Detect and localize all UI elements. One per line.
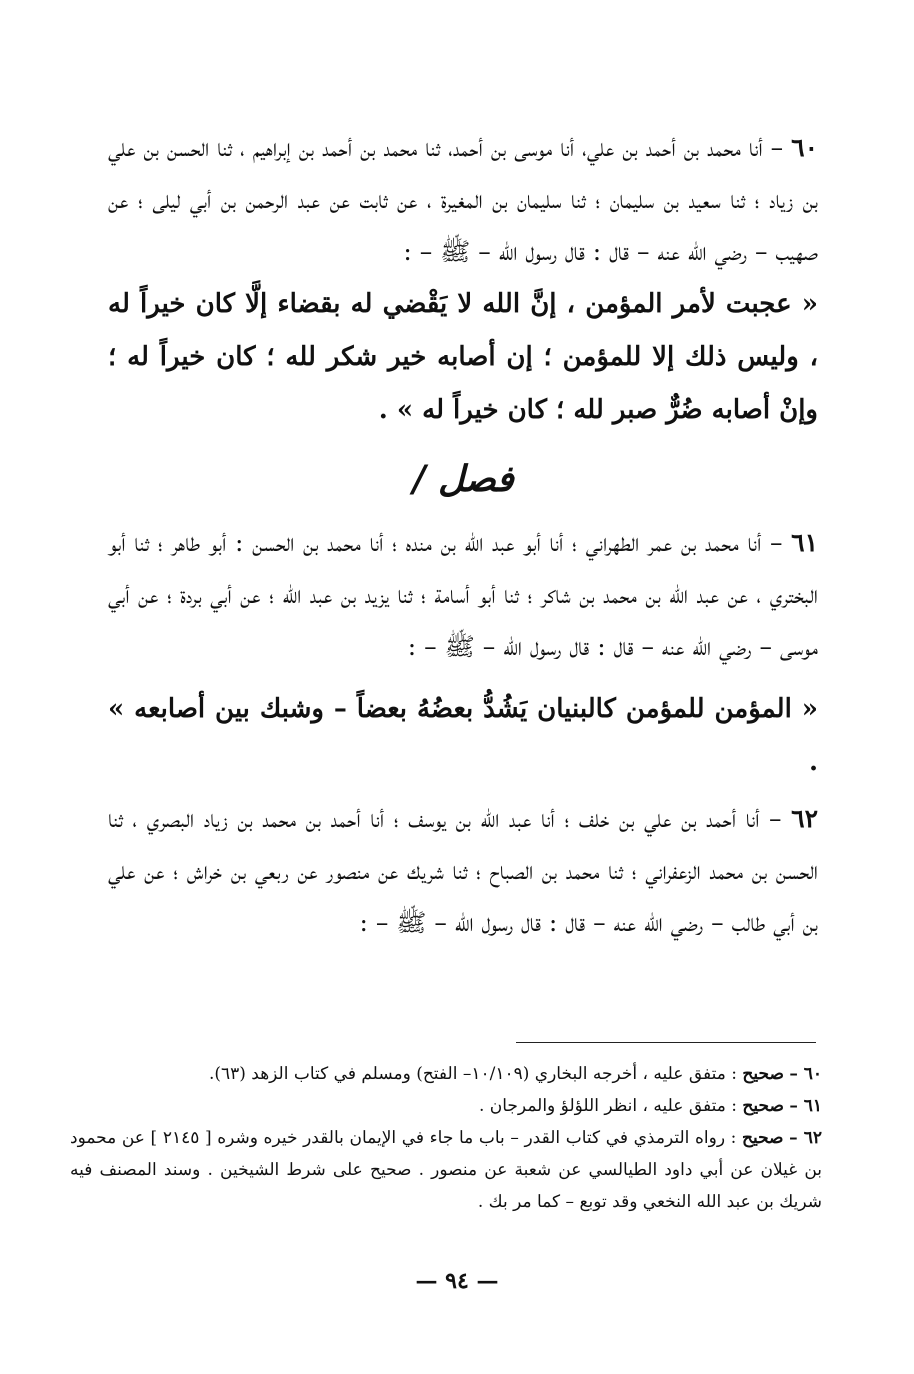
footnotes bbox=[70, 1058, 822, 1218]
hadith-62-isnad bbox=[108, 793, 818, 949]
hadith-61-number: ٦١ bbox=[791, 528, 819, 557]
footnote-62-number: ٦٢ – bbox=[789, 1128, 822, 1148]
footnote-62 bbox=[70, 1122, 822, 1218]
hadith-62-number: ٦٢ bbox=[791, 804, 819, 833]
hadith-60-matn: « عجبت لأمر المؤمن ، إنَّ الله لا يَقْضي له بقضاء إلَّا كان خيراً له ، وليس ذلك إلا للمؤمن ؛ إن أصابه خير شكر لله ؛ كان خيراً له ؛ وإنْ أصابه ضُرٌّ صبر لله ؛ كان خيراً له » . bbox=[108, 289, 818, 425]
footnote-61-number: ٦١ – bbox=[789, 1096, 822, 1116]
hadith-61-matn: « المؤمن للمؤمن كالبنيان يَشُدُّ بعضُهُ بعضاً – وشبك بين أصابعه » . bbox=[108, 694, 818, 777]
footnote-60-number: ٦٠ – bbox=[789, 1064, 822, 1084]
footnote-60-text: : متفق عليه ، أخرجه البخاري (١٠/١٠٩– الفتح) ومسلم في كتاب الزهد (٦٣). bbox=[208, 1064, 737, 1084]
hadith-61-isnad-text: – أنا محمد بن عمر الطهراني ؛ أنا أبو عبد الله بن منده ؛ أنا محمد بن الحسن : أبو طاهر ؛ ثنا أبو البختري ، عن عبد الله بن محمد بن شاكر ؛ ثنا أبو أسامة ؛ ثنا يزيد بن عبد الله ؛ عن أبي بردة ؛ عن أبي موسى – رضي الله عنه – قال : قال رسول الله – ﷺ – : bbox=[108, 528, 818, 661]
footnote-62-text: : رواه الترمذي في كتاب القدر – باب ما جاء في الإيمان بالقدر خيره وشره [ ٢١٤٥ ] عن محمود بن غيلان عن أبي داود الطيالسي عن شعبة عن منصور . صحيح على شرط الشيخين . وسند المصنف فيه شريك بن عبد الله النخعي وقد توبع – كما مر بك . bbox=[70, 1128, 822, 1212]
footnote-divider bbox=[516, 1042, 816, 1043]
hadith-60-number: ٦٠ bbox=[791, 133, 818, 162]
hadith-62-isnad-text: – أنا أحمد بن علي بن خلف ؛ أنا عبد الله بن يوسف ؛ أنا أحمد بن محمد بن زياد البصري ، ثنا الحسن بن محمد الزعفراني ؛ ثنا محمد بن الصباح ؛ ثنا شريك عن منصور عن ربعي بن خراش ؛ عن علي بن أبي طالب – رضي الله عنه – قال : قال رسول الله – ﷺ – : bbox=[108, 804, 818, 937]
footnote-62-grade: صحيح bbox=[741, 1128, 784, 1148]
footnote-61-grade: صحيح bbox=[742, 1096, 784, 1116]
footnote-60 bbox=[70, 1058, 822, 1090]
hadith-60-isnad bbox=[108, 122, 818, 278]
hadith-61-isnad bbox=[108, 517, 818, 673]
footnote-61 bbox=[70, 1090, 822, 1122]
hadith-60-isnad-text: – أنا محمد بن أحمد بن علي، أنا موسى بن أحمد، ثنا محمد بن أحمد بن إبراهيم ، ثنا الحسن بن علي بن زياد ؛ ثنا سعيد بن سليمان ؛ ثنا سليمان بن المغيرة ، عن ثابت عن عبد الرحمن بن أبي ليلى ؛ عن صهيب – رضي الله عنه – قال : قال رسول الله – ﷺ – : bbox=[108, 133, 818, 266]
page-number: — ٩٤ — bbox=[415, 1268, 499, 1294]
main-text bbox=[108, 122, 818, 949]
footnote-60-grade: صحيح bbox=[742, 1064, 784, 1084]
section-heading: فصل / bbox=[412, 458, 514, 500]
footnote-61-text: : متفق عليه ، انظر اللؤلؤ والمرجان . bbox=[478, 1096, 737, 1116]
